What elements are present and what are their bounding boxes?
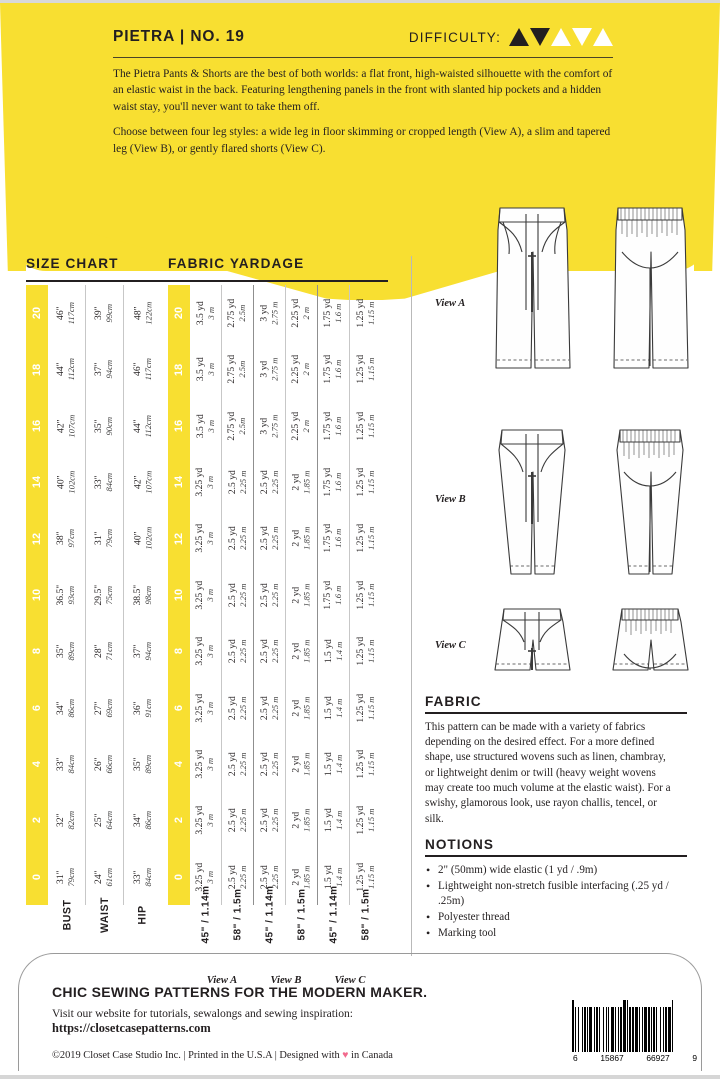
size-header-cell: 6 <box>31 704 43 711</box>
table-cell: 1.75 yd 1.6 m <box>322 580 344 610</box>
table-cell: 3 yd 2.75 m <box>258 301 280 325</box>
size-header-cell: 4 <box>31 761 43 768</box>
difficulty-label: DIFFICULTY: <box>408 29 501 45</box>
yardage-width-label: 58" / 1.5m <box>296 888 308 941</box>
view-c-figures <box>425 604 710 684</box>
table-cell: 26" 66cm <box>93 754 115 774</box>
table-cell: 1.75 yd 1.6 m <box>322 524 344 554</box>
details-column <box>425 190 710 942</box>
size-header-cell: 20 <box>173 307 185 320</box>
table-cell: 33" 84cm <box>93 472 115 492</box>
table-cell: 3.25 yd 3 m <box>194 749 216 779</box>
barcode <box>572 1000 698 1063</box>
charts-tables <box>26 285 406 986</box>
view-c-front-illustration <box>478 604 586 684</box>
table-cell: 35" 89cm <box>131 754 153 774</box>
table-cell: 3.25 yd 3 m <box>194 806 216 835</box>
table-cell: 1.5 yd 1.4 m <box>322 864 344 889</box>
table-cell: 2 yd 1.85 m <box>290 865 312 889</box>
barcode-digit-group-2: 66927 <box>646 1053 670 1063</box>
page-bottom-border <box>0 1075 720 1079</box>
barcode-digit-group-1: 15867 <box>600 1053 624 1063</box>
table-cell: 1.25 yd 1.15 m <box>354 524 376 554</box>
table-cell: 2.5 yd 2.25 m <box>258 808 280 833</box>
view-b-label: View B <box>435 494 466 505</box>
size-chart-column-hip <box>124 285 162 905</box>
yardage-view-label: View C <box>334 975 366 986</box>
notions-item: • Lightweight non-stretch fusible interfacing (.25 yd / .25m) <box>425 879 677 909</box>
table-cell: 2.5 yd 2.25 m <box>226 864 248 889</box>
table-cell: 3 yd 2.75 m <box>258 357 280 382</box>
table-cell: 44" 112cm <box>131 414 153 438</box>
size-header-cell: 16 <box>173 419 185 433</box>
table-cell: 1.5 yd 1.4 m <box>322 808 344 833</box>
yardage-view-label: View B <box>270 975 302 986</box>
size-header-cell: 18 <box>31 363 43 376</box>
yardage-width-label: 45" / 1.14m <box>200 885 212 944</box>
size-chart-table <box>26 285 162 905</box>
table-cell: 2.5 yd 2.25 m <box>226 470 248 495</box>
view-a-back-illustration <box>596 190 704 405</box>
difficulty-indicator <box>409 28 613 46</box>
table-cell: 33" 84cm <box>131 867 153 887</box>
table-cell: 3.5 yd 3 m <box>194 357 216 382</box>
size-header-cell: 14 <box>31 476 43 489</box>
table-cell: 1.75 yd 1.6 m <box>322 298 344 328</box>
table-cell: 28" 71cm <box>93 642 115 661</box>
page-title: PIETRA | NO. 19 <box>113 28 245 45</box>
view-c-back-illustration <box>596 604 704 684</box>
size-header-cell: 0 <box>31 873 43 880</box>
table-cell: 1.75 yd 1.6 m <box>322 411 344 441</box>
table-cell: 46" 117cm <box>55 302 77 325</box>
table-cell: 1.25 yd 1.15 m <box>354 749 376 779</box>
yardage-column <box>254 285 286 905</box>
copyright-text-before: ©2019 Closet Case Studio Inc. | Printed in the U.S.A | Designed with <box>52 1050 343 1061</box>
charts-column <box>26 256 406 986</box>
table-cell: 2.5 yd 2.25 m <box>258 695 280 720</box>
table-cell: 2 yd 1.85 m <box>290 470 312 495</box>
view-a-label: View A <box>435 298 466 309</box>
table-cell: 1.25 yd 1.15 m <box>354 355 376 384</box>
view-b-illustration-block <box>425 422 710 604</box>
size-header-cell: 2 <box>173 817 185 824</box>
difficulty-triangle-up-icon <box>509 28 529 46</box>
yardage-width-label: 45" / 1.14m <box>264 885 276 944</box>
table-cell: 42" 107cm <box>131 470 153 494</box>
table-cell: 1.75 yd 1.6 m <box>322 467 344 497</box>
size-chart-size-header-strip <box>26 285 48 905</box>
table-cell: 37" 94cm <box>131 642 153 661</box>
table-cell: 31" 79cm <box>55 867 77 887</box>
table-cell: 34" 86cm <box>131 811 153 830</box>
notions-section <box>425 837 710 941</box>
table-cell: 1.25 yd 1.15 m <box>354 862 376 892</box>
barcode-digit-right: 9 <box>692 1053 697 1063</box>
table-cell: 35" 89cm <box>55 642 77 661</box>
notions-item: • Marking tool <box>425 926 677 941</box>
table-cell: 25" 64cm <box>93 811 115 830</box>
size-header-cell: 16 <box>31 419 43 433</box>
header-divider <box>113 57 613 58</box>
table-cell: 3.25 yd 3 m <box>194 580 216 610</box>
size-header-cell: 12 <box>31 532 43 545</box>
fabric-yardage-table <box>168 285 382 905</box>
size-header-cell: 2 <box>31 817 43 824</box>
table-cell: 1.5 yd 1.4 m <box>322 752 344 777</box>
table-cell: 3.5 yd 3 m <box>194 413 216 438</box>
barcode-bars <box>572 1000 698 1052</box>
size-header-cell: 6 <box>173 704 185 711</box>
table-cell: 2 yd 1.85 m <box>290 696 312 720</box>
table-cell: 35" 90cm <box>93 416 115 436</box>
view-c-illustration-block <box>425 604 710 688</box>
table-cell: 1.5 yd 1.4 m <box>322 639 344 664</box>
table-cell: 1.25 yd 1.15 m <box>354 411 376 441</box>
table-cell: 33" 84cm <box>55 754 77 774</box>
table-cell: 2.5 yd 2.25 m <box>226 583 248 608</box>
table-cell: 1.25 yd 1.15 m <box>354 298 376 328</box>
size-chart-row-label: WAIST <box>98 896 111 934</box>
size-header-cell: 8 <box>31 648 43 655</box>
view-b-back-illustration <box>596 422 704 597</box>
description-paragraph-1: The Pietra Pants & Shorts are the best of both worlds: a flat front, high-waisted silhouette with the comfort of an elastic waist in the back. Featuring lengthening panels in the front with slanted hip pockets and a hidden waist stay, you'll never want to take them off. <box>113 68 613 113</box>
view-c-label: View C <box>435 640 466 651</box>
barcode-bar <box>673 1000 674 1052</box>
table-cell: 44" 112cm <box>55 358 77 381</box>
copyright-text-after: in Canada <box>348 1050 393 1061</box>
table-cell: 3.25 yd 3 m <box>194 693 216 723</box>
size-header-cell: 0 <box>173 873 185 880</box>
size-header-cell: 12 <box>173 532 185 545</box>
table-cell: 2.5 yd 2.25 m <box>258 583 280 608</box>
notions-item: • 2" (50mm) wide elastic (1 yd / .9m) <box>425 863 677 878</box>
view-a-figures <box>425 190 710 405</box>
yardage-size-header-strip <box>168 285 190 905</box>
size-chart-row-label: BUST <box>61 899 73 931</box>
fabric-yardage-heading: FABRIC YARDAGE <box>168 256 305 271</box>
size-header-cell: 10 <box>31 588 43 602</box>
table-cell: 3 yd 2.75 m <box>258 414 280 438</box>
chart-headings <box>26 256 406 280</box>
size-chart-column-waist <box>86 285 124 905</box>
table-cell: 1.25 yd 1.15 m <box>354 467 376 497</box>
size-chart-row-label: HIP <box>136 905 149 925</box>
view-a-front-illustration <box>478 190 586 405</box>
notions-heading-rule <box>425 855 687 857</box>
size-chart-heading: SIZE CHART <box>26 256 119 271</box>
difficulty-triangles <box>509 28 613 46</box>
table-cell: 2 yd 1.85 m <box>290 752 312 776</box>
table-cell: 2.5 yd 2.25 m <box>226 695 248 720</box>
yardage-width-label: 58" / 1.5m <box>232 888 244 941</box>
yardage-column <box>350 285 382 905</box>
difficulty-triangle-down-icon <box>572 28 592 46</box>
table-cell: 34" 86cm <box>55 698 77 718</box>
table-cell: 3.25 yd 3 m <box>194 636 216 666</box>
table-cell: 1.25 yd 1.15 m <box>354 693 376 723</box>
yardage-column <box>318 285 350 905</box>
fabric-body-text: This pattern can be made with a variety of fabrics depending on the desired effect. For a more defined shape, use structured wovens such as linen, chambray, or lightweight denim or twill (heavy weight wovens may create too much volume at the elastic waist). For a swishy, glamorous look, use rayon challis, tencel, or silk. <box>425 720 671 825</box>
barcode-digit-left: 6 <box>573 1053 578 1063</box>
table-cell: 2.75 yd 2.5m <box>226 298 248 328</box>
footer-visit-line: Visit our website for tutorials, sewalongs and sewing inspiration: <box>52 1007 354 1020</box>
difficulty-triangle-up-icon <box>593 28 613 46</box>
table-cell: 3.25 yd 3 m <box>194 862 216 892</box>
difficulty-triangle-up-icon <box>551 28 571 46</box>
table-cell: 1.25 yd 1.15 m <box>354 580 376 610</box>
difficulty-triangle-down-icon <box>530 28 550 46</box>
table-cell: 3.25 yd 3 m <box>194 467 216 497</box>
view-a-illustration-block <box>425 190 710 422</box>
table-cell: 29.5" 75cm <box>93 584 115 606</box>
table-cell: 40" 102cm <box>131 527 153 551</box>
footer-website-url[interactable]: https://closetcasepatterns.com <box>52 1021 211 1035</box>
table-cell: 37" 94cm <box>93 360 115 379</box>
fabric-heading: FABRIC <box>425 694 482 709</box>
table-cell: 3.25 yd 3 m <box>194 524 216 554</box>
table-cell: 36.5" 93cm <box>55 584 77 606</box>
chart-heading-rule <box>26 280 388 282</box>
table-cell: 2.5 yd 2.25 m <box>226 752 248 777</box>
table-cell: 38.5" 98cm <box>131 584 153 606</box>
table-cell: 27" 69cm <box>93 698 115 718</box>
yardage-width-label: 58" / 1.5m <box>360 888 372 941</box>
table-cell: 2.25 yd 2 m <box>290 298 312 328</box>
table-cell: 2.5 yd 2.25 m <box>258 526 280 551</box>
table-cell: 2.5 yd 2.25 m <box>258 752 280 777</box>
main-vertical-divider <box>411 256 412 956</box>
view-b-figures <box>425 422 710 597</box>
table-cell: 2.75 yd 2.5m <box>226 355 248 384</box>
table-cell: 2 yd 1.85 m <box>290 808 312 833</box>
table-cell: 24" 61cm <box>93 867 115 887</box>
barcode-digits <box>572 1053 698 1063</box>
table-cell: 46" 117cm <box>131 358 153 381</box>
table-cell: 40" 102cm <box>55 470 77 494</box>
table-cell: 2.5 yd 2.25 m <box>258 864 280 889</box>
table-cell: 2.5 yd 2.25 m <box>226 639 248 664</box>
table-cell: 2.5 yd 2.25 m <box>258 639 280 664</box>
description-paragraph-2: Choose between four leg styles: a wide leg in floor skimming or cropped length (View A), a slim and tapered leg (View B), or gently flared shorts (View C). <box>113 126 611 155</box>
table-cell: 2.25 yd 2 m <box>290 411 312 441</box>
fabric-section <box>425 694 710 827</box>
size-header-cell: 8 <box>173 648 185 655</box>
table-cell: 2.5 yd 2.25 m <box>226 808 248 833</box>
header-description <box>113 66 617 166</box>
table-cell: 48" 122cm <box>131 301 153 325</box>
table-cell: 2 yd 1.85 m <box>290 583 312 607</box>
size-header-cell: 20 <box>31 307 43 320</box>
size-header-cell: 10 <box>173 588 185 602</box>
table-cell: 3.5 yd 3 m <box>194 301 216 326</box>
table-cell: 1.25 yd 1.15 m <box>354 806 376 835</box>
footer-tagline: CHIC SEWING PATTERNS FOR THE MODERN MAKER. <box>52 984 428 1000</box>
heart-icon: ♥ <box>342 1050 349 1061</box>
size-chart-column-bust <box>48 285 86 905</box>
header-title-row <box>113 28 613 46</box>
yardage-column <box>190 285 222 905</box>
table-cell: 32" 82cm <box>55 811 77 830</box>
table-cell: 36" 91cm <box>131 698 153 718</box>
fabric-heading-rule <box>425 712 687 714</box>
table-cell: 1.75 yd 1.6 m <box>322 355 344 384</box>
table-cell: 1.25 yd 1.15 m <box>354 636 376 666</box>
notions-item: • Polyester thread <box>425 910 677 925</box>
yardage-width-label: 45" / 1.14m <box>328 885 340 944</box>
yardage-column <box>286 285 318 905</box>
yardage-view-label: View A <box>206 975 238 986</box>
table-cell: 1.5 yd 1.4 m <box>322 695 344 720</box>
table-cell: 39" 99cm <box>93 303 115 323</box>
table-cell: 2.75 yd 2.5m <box>226 411 248 441</box>
size-header-cell: 14 <box>173 476 185 489</box>
notions-list <box>425 863 710 941</box>
notions-heading: NOTIONS <box>425 836 494 852</box>
table-cell: 2 yd 1.85 m <box>290 639 312 664</box>
table-cell: 2.25 yd 2 m <box>290 355 312 384</box>
size-header-cell: 4 <box>173 761 185 768</box>
view-b-front-illustration <box>478 422 586 597</box>
table-cell: 2 yd 1.85 m <box>290 526 312 551</box>
table-cell: 42" 107cm <box>55 414 77 438</box>
yardage-column <box>222 285 254 905</box>
size-header-cell: 18 <box>173 363 185 376</box>
table-cell: 31" 79cm <box>93 529 115 548</box>
table-cell: 38" 97cm <box>55 529 77 548</box>
table-cell: 2.5 yd 2.25 m <box>258 470 280 495</box>
table-cell: 2.5 yd 2.25 m <box>226 526 248 551</box>
